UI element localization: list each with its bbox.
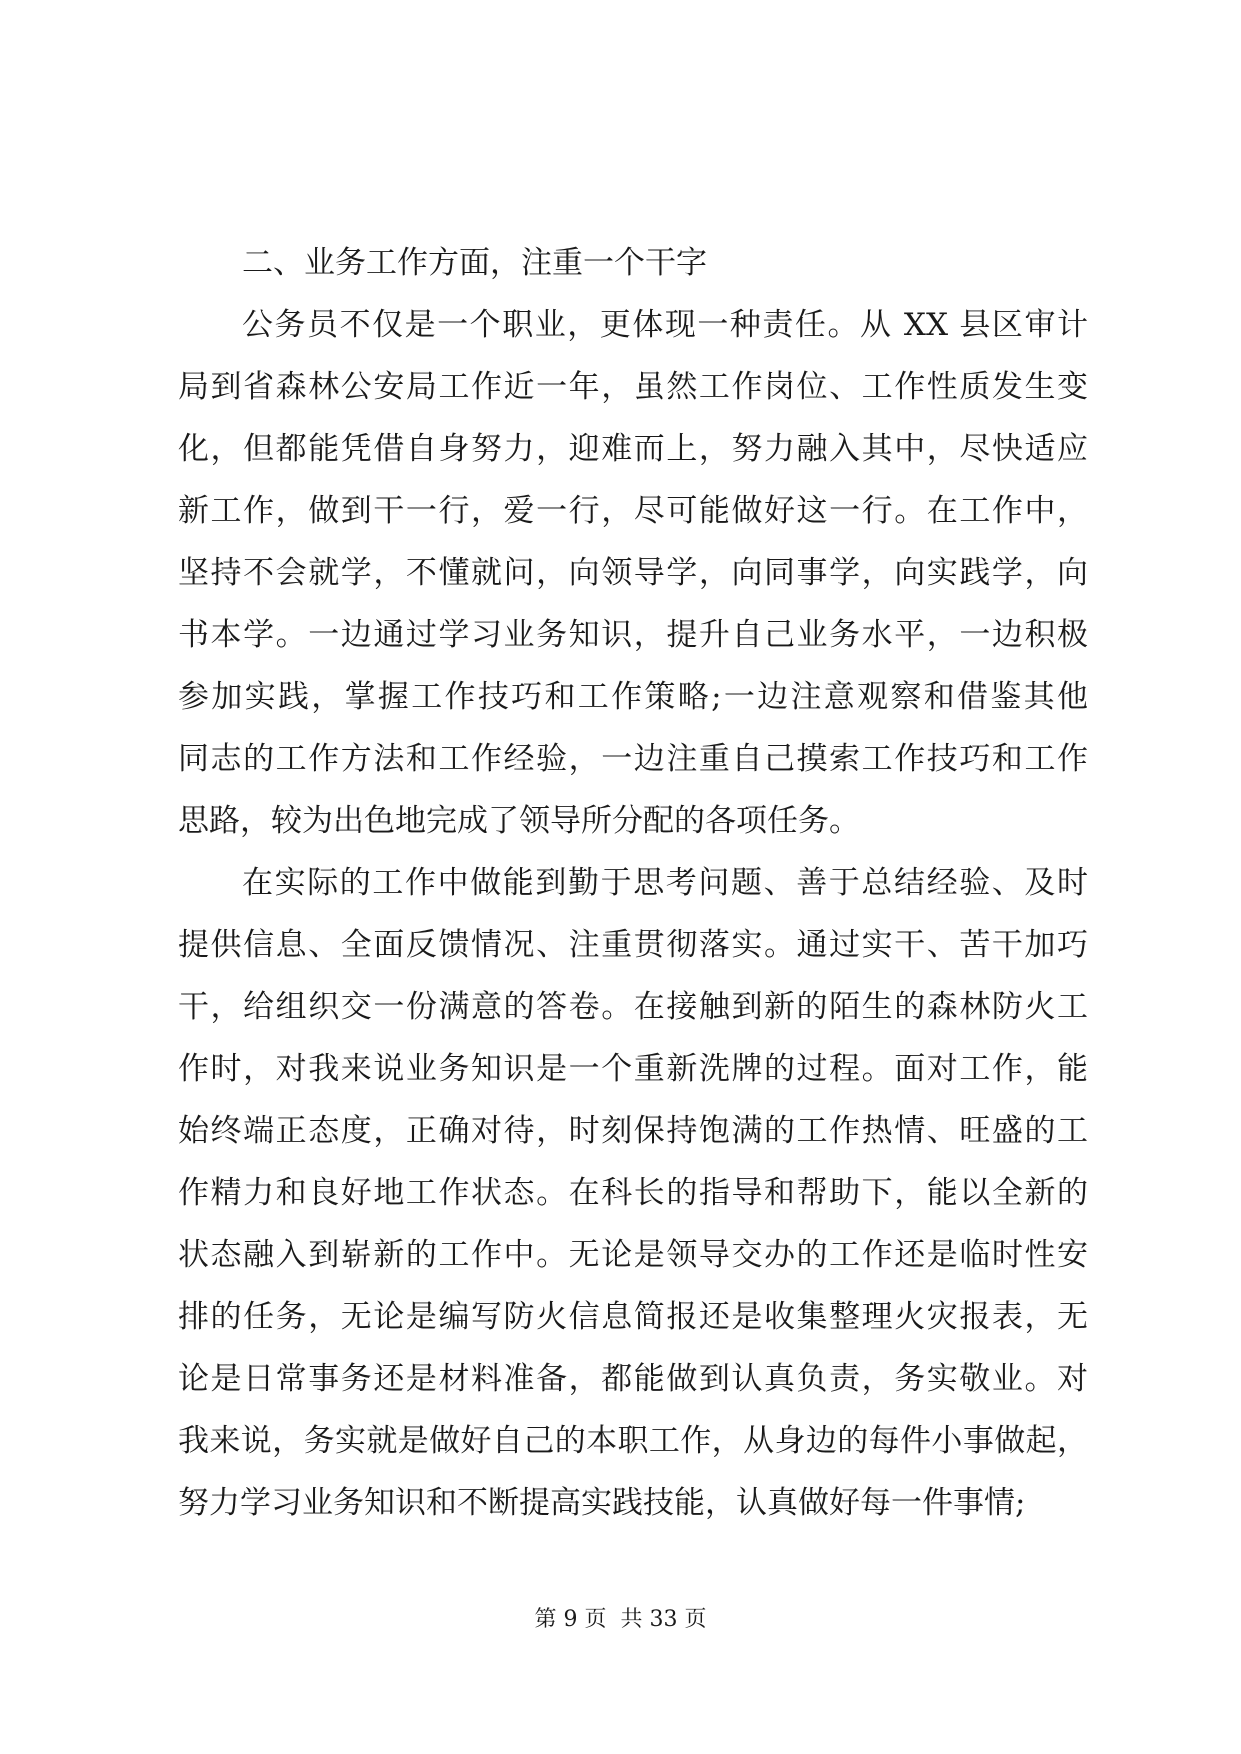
text-line: 提供信息、全面反馈情况、注重贯彻落实。通过实干、苦干加巧 xyxy=(178,927,1088,963)
text-line: 努力学习业务知识和不断提高实践技能，认真做好每一件事情; xyxy=(178,1485,1026,1521)
text-line: 书本学。一边通过学习业务知识，提升自己业务水平，一边积极 xyxy=(178,617,1088,653)
text-line: 参加实践，掌握工作技巧和工作策略;一边注意观察和借鉴其他 xyxy=(178,679,1088,715)
section-heading: 二、业务工作方面，注重一个干字 xyxy=(242,245,707,281)
text-line: 坚持不会就学，不懂就问，向领导学，向同事学，向实践学，向 xyxy=(178,555,1088,591)
text-line: 局到省森林公安局工作近一年，虽然工作岗位、工作性质发生变 xyxy=(178,369,1088,405)
text-line: 论是日常事务还是材料准备，都能做到认真负责，务实敬业。对 xyxy=(178,1361,1088,1397)
text-line: 新工作，做到干一行，爱一行，尽可能做好这一行。在工作中， xyxy=(178,493,1088,529)
text-line: 始终端正态度，正确对待，时刻保持饱满的工作热情、旺盛的工 xyxy=(178,1113,1088,1149)
text-line: 作精力和良好地工作状态。在科长的指导和帮助下，能以全新的 xyxy=(178,1175,1088,1211)
text-line: 化，但都能凭借自身努力，迎难而上，努力融入其中，尽快适应 xyxy=(178,431,1088,467)
text-line: 我来说，务实就是做好自己的本职工作，从身边的每件小事做起， xyxy=(178,1423,1088,1459)
text-line: 干，给组织交一份满意的答卷。在接触到新的陌生的森林防火工 xyxy=(178,989,1088,1025)
paragraph-2 xyxy=(178,852,1088,1534)
text-line: 排的任务，无论是编写防火信息简报还是收集整理火灾报表，无 xyxy=(178,1299,1088,1335)
page-body xyxy=(178,232,1088,1534)
text-line: 思路，较为出色地完成了领导所分配的各项任务。 xyxy=(178,803,860,839)
text-line: 在实际的工作中做能到勤于思考问题、善于总结经验、及时 xyxy=(242,865,1088,901)
text-line: 同志的工作方法和工作经验，一边注重自己摸索工作技巧和工作 xyxy=(178,741,1088,777)
text-line: 公务员不仅是一个职业，更体现一种责任。从 XX 县区审计 xyxy=(242,307,1088,343)
paragraph-1 xyxy=(178,294,1088,852)
text-line: 状态融入到崭新的工作中。无论是领导交办的工作还是临时性安 xyxy=(178,1237,1088,1273)
page-number-footer: 第 9 页 共 33 页 xyxy=(534,1607,707,1632)
text-line: 作时，对我来说业务知识是一个重新洗牌的过程。面对工作，能 xyxy=(178,1051,1088,1087)
